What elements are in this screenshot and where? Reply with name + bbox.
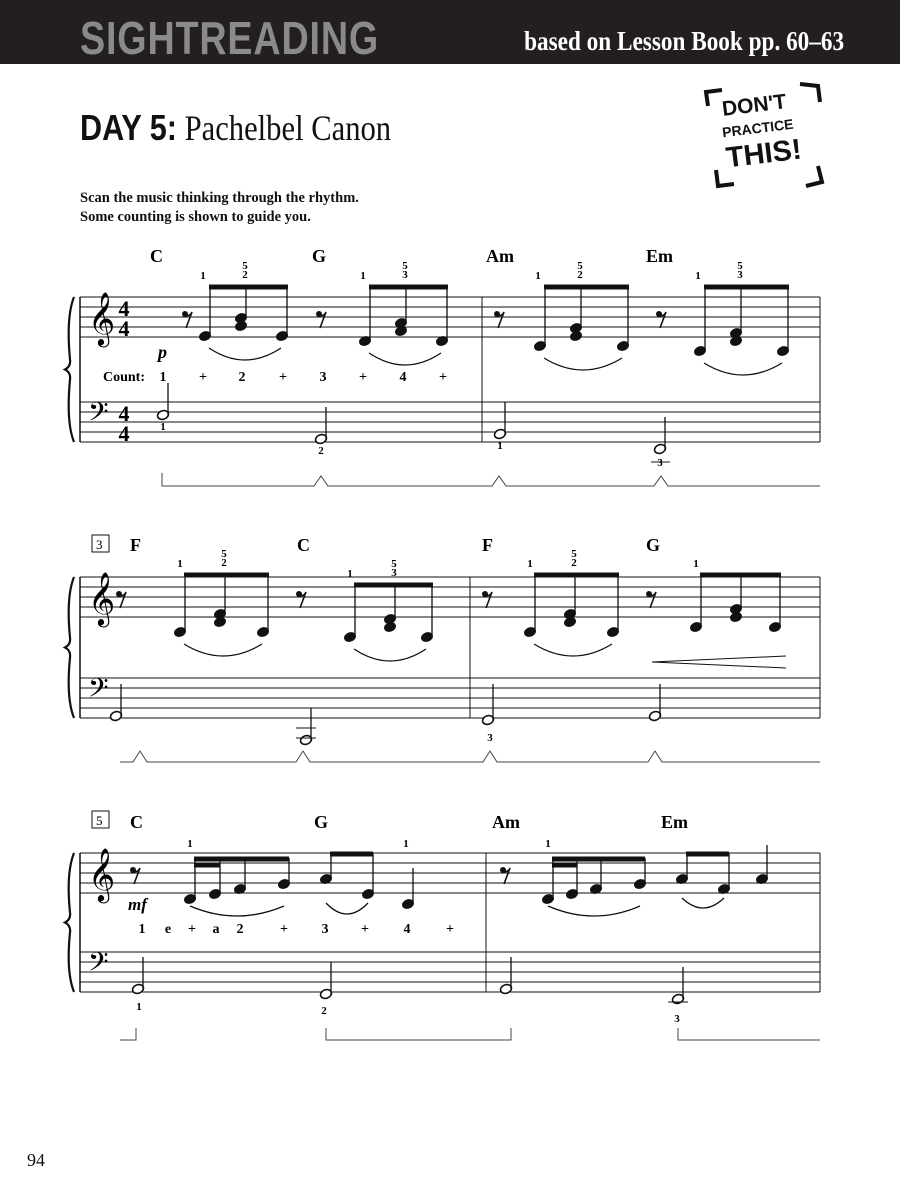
count-beat: 3: [321, 922, 329, 937]
eighth-rest: [646, 591, 656, 608]
count-beat: 4: [403, 922, 411, 937]
time-signature-top: 4: [118, 296, 130, 321]
bass-staff: [80, 402, 820, 442]
beam: [369, 285, 448, 290]
slur: [190, 906, 284, 916]
count-beat: +: [280, 922, 288, 937]
beam: [194, 863, 220, 868]
stamp-line-practice: PRACTICE: [721, 115, 795, 141]
slur: [326, 903, 368, 914]
fingering-number: 1: [403, 838, 409, 850]
fingering-number: 5: [402, 260, 408, 272]
fingering-number: 1: [136, 1001, 142, 1013]
chord-symbol: C: [150, 246, 163, 266]
time-signature-bottom: 4: [118, 421, 130, 446]
treble-staff: [80, 577, 820, 617]
fingering-number: 5: [242, 260, 248, 272]
fingering-number: 1: [545, 838, 551, 850]
beam: [534, 573, 619, 578]
chord-symbol: Em: [661, 812, 688, 832]
chord-symbol: G: [314, 812, 329, 832]
pedal-marking: [120, 1028, 136, 1040]
beam: [700, 573, 781, 578]
slur: [704, 363, 782, 375]
chord-symbol: Am: [492, 812, 520, 832]
piece-title: Pachelbel Canon: [184, 108, 392, 148]
count-beat: +: [279, 370, 287, 385]
chord-symbol: C: [297, 535, 310, 555]
chord-symbol: F: [482, 535, 493, 555]
eighth-rest: [482, 591, 492, 608]
time-signature-bottom: 4: [118, 316, 130, 341]
count-beat: 2: [238, 370, 246, 385]
grand-staff-brace: [65, 577, 74, 718]
pedal-marking: [678, 1028, 820, 1040]
chord-symbol: G: [646, 535, 661, 555]
time-signature-top: 4: [118, 401, 130, 426]
instruction-line: Scan the music thinking through the rhythm.: [80, 190, 359, 206]
beam: [552, 863, 577, 868]
treble-staff: [80, 297, 820, 337]
fingering-number: 2: [571, 557, 577, 569]
fingering-number: 1: [360, 270, 366, 282]
lesson-book-reference: based on Lesson Book pp. 60–63: [523, 26, 844, 56]
fingering-number: 2: [577, 269, 583, 281]
day-label: DAY 5:: [80, 107, 177, 148]
count-label: Count:: [103, 370, 146, 385]
fingering-number: 1: [187, 838, 193, 850]
eighth-rest: [494, 311, 504, 328]
page-number: 94: [27, 1150, 45, 1170]
chord-symbol: G: [312, 246, 327, 266]
eighth-rest: [130, 867, 140, 884]
bass-staff: [80, 952, 820, 992]
fingering-number: 3: [657, 457, 663, 469]
beam: [354, 583, 433, 588]
count-beat: 1: [159, 370, 167, 385]
dynamic-marking: p: [158, 342, 167, 362]
fingering-number: 5: [571, 548, 577, 560]
fingering-number: 1: [497, 440, 503, 452]
fingering-number: 5: [391, 558, 397, 570]
grand-staff-brace: [65, 297, 74, 442]
count-beat: a: [212, 922, 220, 937]
beam: [552, 857, 645, 862]
fingering-number: 2: [318, 445, 324, 457]
beam: [330, 852, 373, 857]
count-beat: +: [446, 922, 454, 937]
eighth-rest: [316, 311, 326, 328]
measure-number: 3: [96, 537, 103, 552]
slur: [548, 906, 640, 916]
bass-clef-icon: 𝄢: [88, 947, 109, 983]
treble-clef-icon: 𝄞: [88, 573, 116, 624]
beam: [194, 857, 289, 862]
instruction-line: Some counting is shown to guide you.: [80, 209, 311, 225]
slur: [354, 649, 426, 661]
slur: [544, 358, 622, 370]
count-beat: e: [164, 922, 172, 937]
fingering-number: 1: [535, 270, 541, 282]
pedal-marking: [120, 751, 820, 762]
fingering-number: 2: [221, 557, 227, 569]
count-beat: +: [359, 370, 367, 385]
chord-symbol: Am: [486, 246, 514, 266]
fingering-number: 3: [487, 732, 493, 744]
slur: [534, 644, 612, 656]
dynamic-marking: mf: [128, 895, 147, 914]
bass-clef-icon: 𝄢: [88, 673, 109, 709]
fingering-number: 2: [242, 269, 248, 281]
fingering-number: 1: [693, 558, 699, 570]
eighth-rest: [296, 591, 306, 608]
fingering-number: 1: [527, 558, 533, 570]
fingering-number: 1: [347, 568, 353, 580]
eighth-rest: [182, 311, 192, 328]
chord-symbol: F: [130, 535, 141, 555]
grand-staff-brace: [65, 853, 74, 992]
count-beat: +: [439, 370, 447, 385]
chord-symbol: Em: [646, 246, 673, 266]
fingering-number: 3: [674, 1013, 680, 1025]
fingering-number: 5: [577, 260, 583, 272]
fingering-number: 2: [321, 1005, 327, 1017]
beam: [686, 852, 729, 857]
slur: [682, 898, 724, 908]
stamp-line-dont: DON'T: [720, 90, 788, 121]
treble-clef-icon: 𝄞: [88, 293, 116, 344]
count-beat: 1: [138, 922, 146, 937]
beam: [209, 285, 288, 290]
treble-staff: [80, 853, 820, 893]
measure-number: 5: [96, 813, 103, 828]
slur: [184, 644, 262, 656]
treble-clef-icon: 𝄞: [88, 849, 116, 900]
count-beat: 2: [236, 922, 244, 937]
stamp-line-this: THIS!: [724, 133, 804, 175]
fingering-number: 3: [737, 269, 743, 281]
fingering-number: 1: [200, 270, 206, 282]
fingering-number: 5: [221, 548, 227, 560]
eighth-rest: [500, 867, 510, 884]
beam: [544, 285, 629, 290]
count-beat: +: [199, 370, 207, 385]
pedal-marking: [162, 473, 820, 486]
fingering-number: 5: [737, 260, 743, 272]
fingering-number: 3: [402, 269, 408, 281]
eighth-rest: [656, 311, 666, 328]
count-beat: 3: [319, 370, 327, 385]
bass-staff: [80, 678, 820, 718]
eighth-rest: [116, 591, 126, 608]
count-beat: 4: [399, 370, 407, 385]
count-beat: +: [361, 922, 369, 937]
count-beat: +: [188, 922, 196, 937]
pedal-marking: [326, 1028, 511, 1040]
beam: [704, 285, 789, 290]
section-title: SIGHTREADING: [80, 12, 380, 64]
fingering-number: 1: [695, 270, 701, 282]
slur: [209, 348, 281, 360]
fingering-number: 1: [160, 421, 166, 433]
slur: [369, 353, 441, 365]
beam: [184, 573, 269, 578]
fingering-number: 3: [391, 567, 397, 579]
chord-symbol: C: [130, 812, 143, 832]
bass-clef-icon: 𝄢: [88, 397, 109, 433]
fingering-number: 1: [177, 558, 183, 570]
crescendo-hairpin: [652, 656, 786, 668]
